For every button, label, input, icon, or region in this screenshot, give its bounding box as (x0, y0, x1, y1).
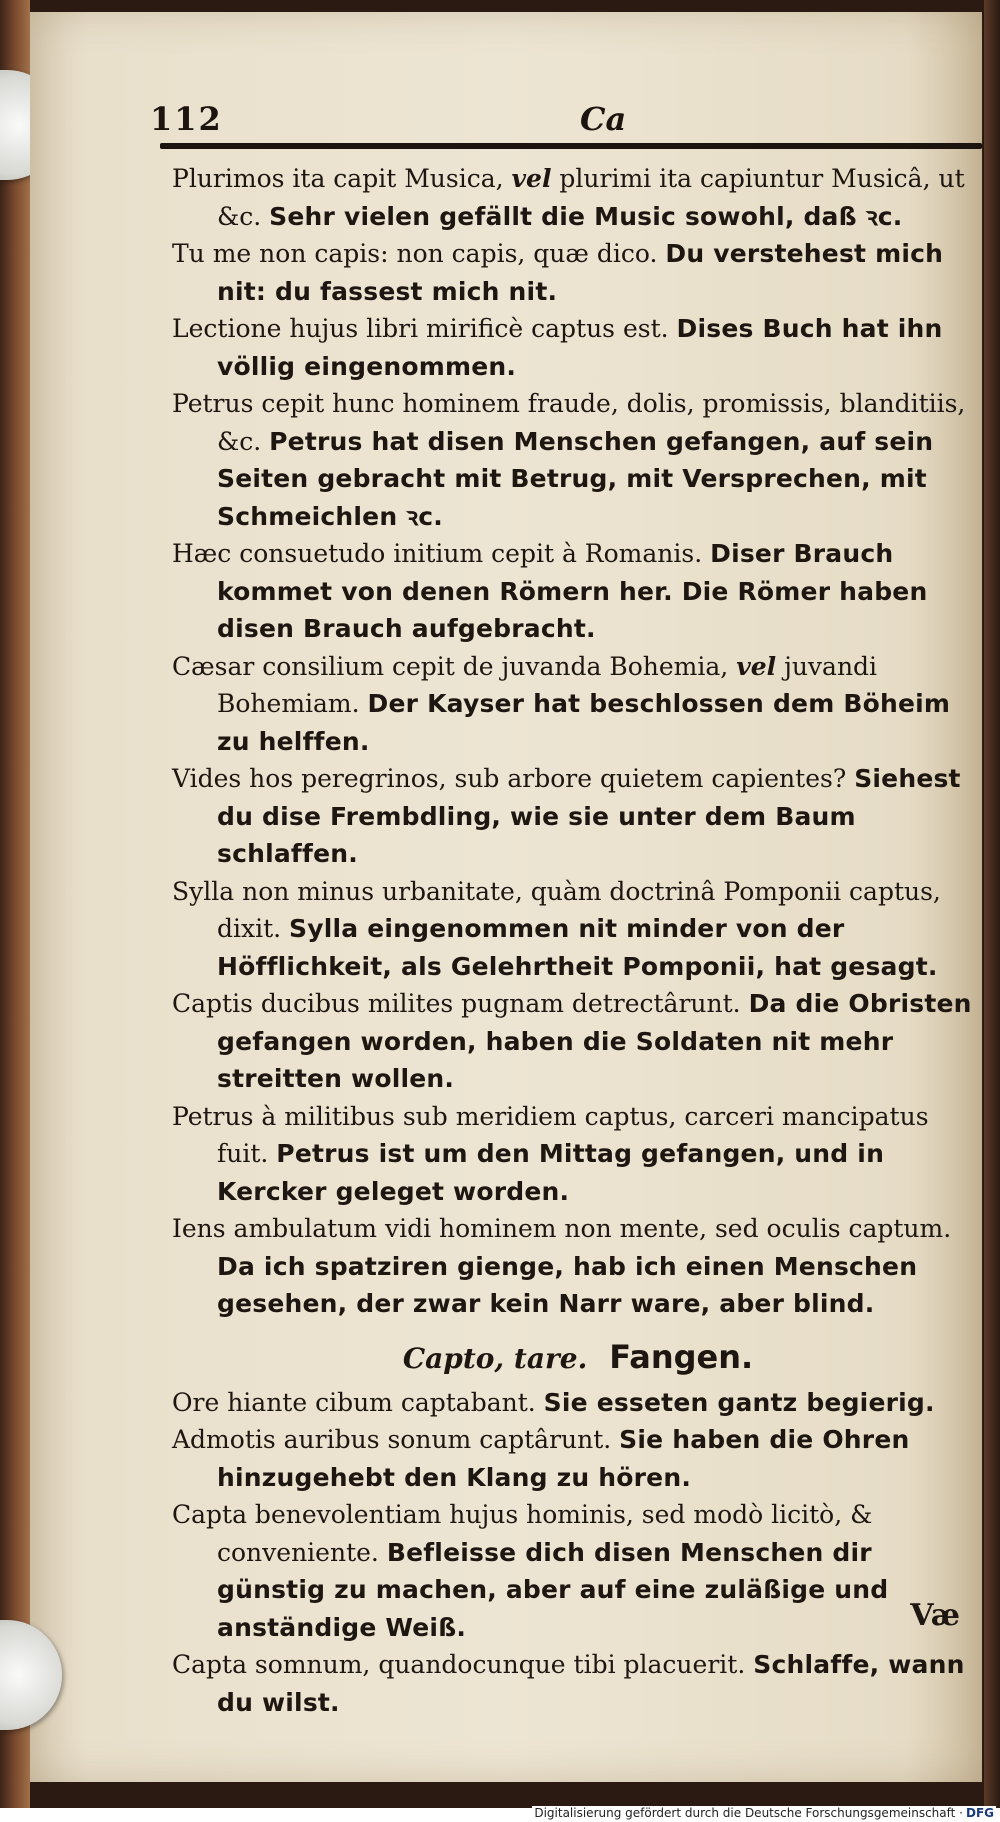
catchword: Væ (910, 1598, 960, 1633)
digitization-footer (532, 1806, 996, 1820)
latin-phrase: Cæsar consilium cepit de juvanda Bohemia, (172, 651, 737, 681)
dictionary-entry (172, 160, 984, 235)
latin-phrase: Sylla non minus urbanitate, quàm doctrinâ Pomponii captus, dixit. (172, 876, 941, 943)
german-translation: Petrus hat disen Menschen gefangen, auf sein Seiten gebracht mit Betrug, mit Versprechen, mit Schmeichlen ꝛc. (217, 426, 934, 531)
dictionary-entries (172, 160, 984, 1721)
latin-phrase: Lectione hujus libri mirificè captus est. (172, 314, 669, 343)
latin-phrase: Iens ambulatum vidi hominem non mente, sed oculis captum. (172, 1214, 952, 1243)
german-translation: Sie esseten gantz begierig. (543, 1387, 935, 1417)
dictionary-entry (172, 1098, 984, 1211)
dfg-logo: DFG (965, 1806, 994, 1820)
german-translation: Siehest du dise Frembdling, wie sie unter dem Baum schlaffen. (217, 764, 961, 868)
german-translation: Da die Obristen gefangen worden, haben die Soldaten nit mehr streitten wollen. (217, 989, 972, 1093)
dictionary-entry (172, 1496, 984, 1646)
latin-phrase: Admotis auribus sonum captârunt. (172, 1425, 612, 1454)
latin-phrase: Hæc consuetudo initium cepit à Romanis. (172, 539, 703, 568)
running-head: Ca (580, 100, 627, 138)
dictionary-entry (172, 1646, 984, 1721)
latin-phrase: Petrus cepit hunc hominem fraude, dolis, promissis, blanditiis, &c. (172, 389, 966, 456)
german-translation: Da ich spatziren gienge, hab ich einen Menschen gesehen, der zwar kein Narr ware, aber blind. (217, 1251, 918, 1318)
german-translation: Sie haben die Ohren hinzugehebt den Klang zu hören. (217, 1425, 910, 1492)
latin-phrase: Plurimos ita capit Musica, (172, 164, 512, 193)
latin-phrase: Tu me non capis: non capis, quæ dico. (172, 239, 658, 268)
german-translation: Du verstehest mich nit: du fassest mich nit. (217, 239, 944, 306)
section-lemma: Capto, tare. (402, 1341, 588, 1375)
dictionary-entry (172, 648, 984, 761)
entries-after-section (172, 1384, 984, 1722)
german-translation: Schlaffe, wann du wilst. (217, 1650, 965, 1717)
dictionary-entry (172, 985, 984, 1098)
section-gloss: Fangen. (609, 1337, 754, 1376)
latin-phrase: Capta somnum, quandocunque tibi placuerit. (172, 1650, 746, 1679)
dictionary-entry (172, 1384, 984, 1422)
german-translation: Der Kayser hat beschlossen dem Böheim zu helffen. (217, 689, 951, 756)
latin-phrase: Petrus à militibus sub meridiem captus, carceri mancipatus fuit. (172, 1101, 929, 1168)
section-heading (172, 1337, 984, 1380)
german-translation: Diser Brauch kommet von denen Römern her. Die Römer haben disen Brauch aufgebracht. (217, 539, 928, 643)
dictionary-entry (172, 385, 984, 535)
page-number: 112 (150, 100, 223, 138)
dictionary-entry (172, 235, 984, 310)
latin-phrase: Ore hiante cibum captabant. (172, 1387, 536, 1417)
german-translation: Petrus ist um den Mittag gefangen, und in Kercker geleget worden. (217, 1139, 885, 1206)
dictionary-entry (172, 535, 984, 648)
latin-phrase: Captis ducibus milites pugnam detrectârunt. (172, 989, 741, 1018)
latin-phrase: Capta benevolentiam hujus hominis, sed modò licitò, & conveniente. (172, 1500, 873, 1567)
dictionary-entry (172, 310, 984, 385)
book-spine (984, 0, 1000, 1822)
dictionary-entry (172, 1210, 984, 1323)
dictionary-entry (172, 1421, 984, 1496)
page-header (150, 100, 950, 140)
header-rule (160, 143, 982, 149)
latin-phrase-continued: juvandi Bohemiam. (217, 651, 878, 718)
alternative-marker: vel (736, 651, 777, 681)
latin-phrase: Vides hos peregrinos, sub arbore quietem capientes? (172, 764, 847, 793)
german-translation: Dises Buch hat ihn völlig eingenommen. (217, 314, 943, 381)
german-translation: Sylla eingenommen nit minder von der Höfflichkeit, als Gelehrtheit Pomponii, hat gesagt. (217, 914, 938, 981)
latin-phrase-continued: plurimi ita capiuntur Musicâ, ut &c. (217, 164, 965, 231)
dictionary-entry (172, 873, 984, 986)
alternative-marker: vel (511, 164, 552, 193)
dictionary-entry (172, 760, 984, 873)
footer-text: Digitalisierung gefördert durch die Deutsche Forschungsgemeinschaft · (534, 1806, 963, 1820)
entries-before-section (172, 160, 984, 1323)
german-translation: Befleisse dich disen Menschen dir günstig zu machen, aber auf eine zuläßige und anständige Weiß. (217, 1537, 889, 1642)
german-translation: Sehr vielen gefällt die Music sowohl, daß ꝛc. (269, 201, 903, 231)
book-edge (0, 0, 30, 1822)
